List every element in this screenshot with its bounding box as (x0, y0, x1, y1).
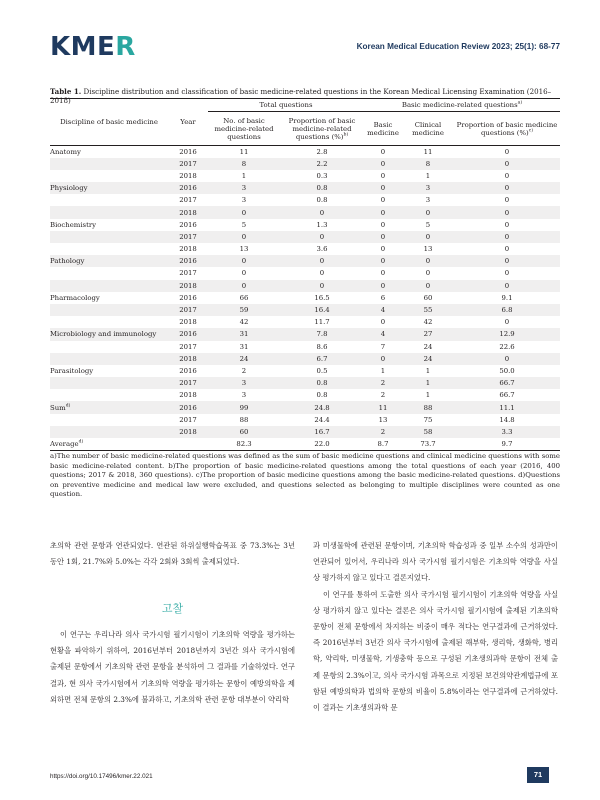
cell-year: 2018 (179, 245, 197, 254)
cell-year: 2018 (168, 280, 208, 292)
header-total-questions: Total questions (208, 99, 364, 112)
cell-year: 2017 (179, 415, 197, 424)
cell-b: 1 (380, 366, 386, 375)
cell-pb: 50.0 (499, 366, 515, 375)
right-paragraph-2: 이 연구를 통하여 도출한 의사 국가시험 필기시험이 기초의학 역량을 사실상 평가하지 않고 있다는 결론은 의사 국가시험 필기시험에 출제된 기초의학 문항이 전체 문항에서 차지하는 비중이 매우 적다는 연구결과에 근거하였다. 즉 2016년부터 3년간 의사 국가시험에 출제된 해부학, 생리학, 생화학, 병리학, 약리학, 미생물학, 기생충학 등으로 구성된 기초생의과학 문항이 전체 출제 문항의 2.3%이고, 의사 국가시험 과목으로 지정된 보건의약관계법규에 포함된 예방의학과 법의학 문항의 비율이 5.8%이라는 연구결과에 근거하였다. 이 결과는 기초생의과학 문 (313, 589, 558, 713)
cell-pb: 0 (454, 182, 560, 194)
cell-pb: 0 (454, 158, 560, 170)
header-basic-group (364, 99, 560, 112)
right-paragraph-1: 과 미생물학에 관련된 문항이며, 기초의학 학습성과 중 일부 소수의 성과만이 연관되어 있어서, 우리나라 의사 국가시험 필기시험은 기초의학 역량을 사실상 평가하지 않고 있다고 결론지었다. (313, 541, 558, 583)
body-column-right (313, 538, 558, 716)
cell-b: 11 (364, 401, 402, 413)
cell-discipline-text: Sum (50, 403, 66, 412)
table-body (50, 146, 560, 451)
cell-b: 0 (364, 280, 402, 292)
page-number: 71 (527, 767, 549, 783)
cell-b: 7 (380, 342, 386, 351)
table-row (50, 146, 560, 158)
cell-b: 0 (380, 220, 386, 229)
cell-p: 2.2 (280, 158, 364, 170)
cell-c: 1 (402, 377, 454, 389)
cell-p: 0 (319, 269, 325, 278)
header-prop-total-text: Proportion of basic medicine-related questions (%) (288, 116, 356, 141)
table-row (50, 194, 560, 206)
cell-year: 2016 (179, 366, 197, 375)
cell-year: 2017 (168, 377, 208, 389)
cell-n: 1 (241, 171, 247, 180)
cell-discipline-text: Average (50, 439, 79, 448)
cell-discipline (50, 292, 168, 304)
cell-pb: 66.7 (454, 377, 560, 389)
table-row (50, 426, 560, 438)
cell-pb: 0 (504, 171, 510, 180)
cell-b: 0 (380, 196, 386, 205)
cell-n: 0 (241, 269, 247, 278)
cell-year: 2017 (168, 231, 208, 243)
cell-c: 55 (402, 304, 454, 316)
cell-c: 3 (425, 196, 431, 205)
cell-b: 0 (380, 171, 386, 180)
cell-year: 2016 (179, 293, 197, 302)
cell-pb: 0 (504, 318, 510, 327)
cell-c: 27 (402, 328, 454, 340)
table-row (50, 328, 560, 340)
cell-b: 0 (364, 206, 402, 218)
cell-pb: 12.9 (454, 328, 560, 340)
header-prop-basic-sup: c) (528, 128, 533, 134)
cell-year: 2018 (168, 206, 208, 218)
left-paragraph-2: 이 연구는 우리나라 의사 국가시험 필기시험이 기초의학 역량을 평가하는 현황을 파악하기 위하여, 2016년부터 2018년까지 3년간 의사 국가시험에 출제된 문항에서 기초의학 관련 문항을 분석하여 그 결과를 기술하였다. 연구결과, 현 의사 국가시험에서 기초의학 역량을 평가하는 문항이 예방의학을 제외하면 전체 문항의 2.3%에 불과하고, 기초의학 관련 문항 대부분이 약리학 (50, 630, 295, 704)
left-paragraph-1: 초의학 관련 문항과 연관되었다. 연관된 하위실행학습목표 중 73.3%는 3년 동안 1회, 21.7%와 5.0%는 각각 2회와 3회씩 출제되었다. (50, 541, 295, 567)
cell-discipline-sup: d) (65, 403, 71, 409)
cell-pb: 0 (454, 231, 560, 243)
cell-n: 60 (208, 426, 280, 438)
header-year: Year (168, 99, 208, 146)
cell-discipline (50, 389, 168, 401)
body-column-left (50, 538, 295, 570)
cell-year: 2016 (168, 328, 208, 340)
table-row (50, 182, 560, 194)
cell-discipline (50, 158, 168, 170)
table-row (50, 206, 560, 218)
cell-c: 60 (423, 293, 433, 302)
table-row (50, 170, 560, 182)
cell-p: 0.3 (316, 171, 328, 180)
table-row (50, 304, 560, 316)
cell-c: 42 (423, 318, 433, 327)
cell-pb: 9.7 (454, 438, 560, 450)
table-row (50, 414, 560, 426)
cell-p: 11.7 (314, 318, 330, 327)
cell-discipline (50, 243, 168, 255)
cell-b: 0 (364, 158, 402, 170)
body-column-left-lower (50, 627, 295, 708)
table-row (50, 219, 560, 231)
cell-p: 0 (280, 206, 364, 218)
cell-discipline (50, 146, 168, 158)
cell-year: 2018 (179, 171, 197, 180)
cell-pb: 0 (454, 206, 560, 218)
cell-b: 2 (364, 426, 402, 438)
cell-year: 2017 (179, 196, 197, 205)
table-row (50, 243, 560, 255)
table-row (50, 353, 560, 365)
table-row (50, 292, 560, 304)
cell-b: 0 (380, 245, 386, 254)
cell-pb: 66.7 (499, 391, 515, 400)
cell-discipline-sup: d) (78, 439, 84, 445)
cell-n: 0 (208, 206, 280, 218)
cell-year: 2016 (179, 220, 197, 229)
header-prop-total-sup: b) (343, 132, 349, 138)
cell-year: 2018 (179, 391, 197, 400)
cell-discipline (50, 170, 168, 182)
cell-c: 88 (402, 401, 454, 413)
cell-p: 6.7 (280, 353, 364, 365)
cell-p: 16.7 (280, 426, 364, 438)
header-clinical-medicine: Clinical medicine (412, 120, 444, 137)
cell-n: 0 (208, 231, 280, 243)
table-container (50, 98, 560, 451)
table-row (50, 158, 560, 170)
cell-pb: 14.8 (499, 415, 515, 424)
cell-pb: 0 (454, 255, 560, 267)
cell-discipline (50, 231, 168, 243)
cell-discipline (50, 316, 168, 328)
header-basic-medicine: Basic medicine (367, 120, 399, 137)
cell-discipline (50, 438, 168, 450)
cell-discipline (50, 194, 168, 206)
cell-c: 58 (402, 426, 454, 438)
cell-p: 16.4 (280, 304, 364, 316)
cell-year: 2016 (168, 401, 208, 413)
cell-b: 0 (364, 353, 402, 365)
page-header (50, 30, 560, 60)
cell-b: 4 (364, 328, 402, 340)
cell-year: 2016 (168, 255, 208, 267)
cell-p: 7.8 (280, 328, 364, 340)
header-prop-basic-text: Proportion of basic medicine questions (%) (456, 120, 558, 137)
cell-pb: 11.1 (454, 401, 560, 413)
cell-b: 0 (380, 147, 386, 156)
cell-discipline (50, 328, 168, 340)
logo-main: KME (50, 32, 116, 62)
cell-discipline (50, 353, 168, 365)
cell-n: 31 (208, 328, 280, 340)
cell-year: 2018 (179, 318, 197, 327)
cell-c: 11 (423, 147, 433, 156)
cell-p: 24.4 (314, 415, 330, 424)
cell-c: 0 (425, 269, 431, 278)
cell-n: 59 (208, 304, 280, 316)
cell-p: 0 (280, 280, 364, 292)
cell-n: 3 (208, 182, 280, 194)
cell-c: 13 (423, 245, 433, 254)
table-row (50, 341, 560, 353)
cell-p: 0.8 (280, 377, 364, 389)
cell-n: 5 (241, 220, 247, 229)
cell-discipline (50, 377, 168, 389)
journal-citation: Korean Medical Education Review 2023; 25(1): 68-77 (356, 42, 560, 51)
header-prop-total (280, 112, 364, 146)
cell-b: 4 (364, 304, 402, 316)
cell-c: 1 (425, 366, 431, 375)
cell-discipline (50, 206, 168, 218)
cell-discipline-text: Physiology (50, 184, 88, 193)
header-discipline: Discipline of basic medicine (50, 99, 168, 146)
cell-c: 75 (423, 415, 433, 424)
cell-p: 0.5 (316, 366, 328, 375)
cell-discipline-text: Microbiology and immunology (50, 330, 157, 339)
cell-b: 2 (364, 377, 402, 389)
cell-year: 2017 (179, 342, 197, 351)
cell-b: 0 (364, 255, 402, 267)
cell-discipline-text: Parasitology (50, 366, 94, 375)
table-row (50, 389, 560, 401)
cell-pb: 0 (504, 147, 510, 156)
cell-b: 0 (364, 182, 402, 194)
cell-year: 2017 (168, 158, 208, 170)
cell-p: 0 (280, 231, 364, 243)
cell-discipline-text: Pharmacology (50, 293, 100, 302)
cell-discipline (50, 401, 168, 413)
cell-pb: 0 (454, 280, 560, 292)
cell-c: 24 (423, 342, 433, 351)
cell-discipline (50, 426, 168, 438)
cell-n: 2 (241, 366, 247, 375)
cell-p: 8.6 (316, 342, 328, 351)
cell-discipline (50, 341, 168, 353)
cell-p: 0.8 (316, 391, 328, 400)
table-row (50, 255, 560, 267)
cell-n: 0 (208, 280, 280, 292)
table-row (50, 267, 560, 279)
cell-p: 2.8 (316, 147, 328, 156)
cell-c: 24 (402, 353, 454, 365)
cell-discipline (50, 182, 168, 194)
cell-p: 0.8 (280, 182, 364, 194)
cell-discipline (50, 414, 168, 426)
cell-discipline (50, 267, 168, 279)
header-no-questions: No. of basic medicine-related questions (214, 116, 274, 141)
cell-n: 11 (239, 147, 249, 156)
table-row (50, 401, 560, 413)
table-row (50, 231, 560, 243)
cell-c: 1 (425, 391, 431, 400)
discipline-table (50, 98, 560, 451)
cell-discipline (50, 255, 168, 267)
cell-discipline (50, 219, 168, 231)
cell-discipline-text: Anatomy (50, 147, 81, 156)
cell-n: 42 (239, 318, 249, 327)
cell-year: 2017 (168, 304, 208, 316)
cell-pb: 0 (504, 220, 510, 229)
cell-n: 66 (239, 293, 249, 302)
cell-pb: 22.6 (499, 342, 515, 351)
cell-c: 3 (402, 182, 454, 194)
table-row (50, 365, 560, 377)
cell-year: 2016 (179, 147, 197, 156)
cell-c: 1 (425, 171, 431, 180)
cell-discipline-text: Pathology (50, 257, 85, 266)
cell-p: 22.0 (280, 438, 364, 450)
cell-b: 0 (364, 231, 402, 243)
logo-accent: R (115, 32, 136, 62)
table-label: Table 1. (50, 87, 82, 96)
section-heading: 고찰 (161, 602, 184, 615)
cell-b: 0 (380, 318, 386, 327)
header-basic-group-sup: a) (517, 100, 523, 106)
cell-n: 3 (241, 391, 247, 400)
cell-year: 2017 (179, 269, 197, 278)
cell-b: 2 (380, 391, 386, 400)
cell-b: 8.7 (364, 438, 402, 450)
cell-pb: 0 (454, 353, 560, 365)
table-row (50, 280, 560, 292)
cell-discipline-text: Biochemistry (50, 220, 97, 229)
cell-n: 8 (208, 158, 280, 170)
cell-b: 6 (380, 293, 386, 302)
cell-year: 2016 (168, 182, 208, 194)
cell-pb: 3.3 (454, 426, 560, 438)
cell-c: 5 (425, 220, 431, 229)
cell-c: 0 (402, 255, 454, 267)
cell-p: 3.6 (316, 245, 328, 254)
cell-n: 24 (208, 353, 280, 365)
cell-year: 2018 (168, 353, 208, 365)
cell-c: 0 (402, 231, 454, 243)
cell-n: 82.3 (208, 438, 280, 450)
cell-pb: 0 (504, 245, 510, 254)
cell-p: 0.8 (316, 196, 328, 205)
cell-year (168, 438, 208, 450)
cell-c: 73.7 (402, 438, 454, 450)
table-caption-text: Discipline distribution and classification of basic medicine-related questions in the Korean Medical Licensing Examination (2016–2018) (50, 87, 552, 105)
cell-pb: 0 (504, 269, 510, 278)
cell-c: 0 (402, 280, 454, 292)
cell-n: 3 (208, 377, 280, 389)
cell-pb: 0 (504, 196, 510, 205)
cell-n: 31 (239, 342, 249, 351)
cell-pb: 9.1 (501, 293, 513, 302)
header-basic-group-text: Basic medicine-related questions (401, 101, 518, 109)
cell-discipline (50, 304, 168, 316)
cell-n: 3 (241, 196, 247, 205)
cell-n: 13 (239, 245, 249, 254)
cell-p: 16.5 (314, 293, 330, 302)
cell-discipline (50, 365, 168, 377)
cell-discipline (50, 280, 168, 292)
journal-logo (50, 32, 136, 62)
cell-n: 0 (208, 255, 280, 267)
cell-p: 0 (280, 255, 364, 267)
table-row (50, 377, 560, 389)
cell-n: 88 (239, 415, 249, 424)
cell-p: 24.8 (280, 401, 364, 413)
cell-p: 1.3 (316, 220, 328, 229)
cell-c: 8 (402, 158, 454, 170)
table-row (50, 438, 560, 450)
doi-link[interactable]: https://doi.org/10.17496/kmer.22.021 (50, 773, 153, 780)
cell-b: 0 (380, 269, 386, 278)
header-prop-basic (454, 112, 560, 146)
cell-n: 99 (208, 401, 280, 413)
cell-pb: 6.8 (454, 304, 560, 316)
table-footnote: a)The number of basic medicine-related questions was defined as the sum of basic medicine questions and clinical medicine questions with some basic medicine-related content. b)The proportion of basic medicine-related questions among the total questions of each year (2016, 400 questions; 2017 & 2018, 360 questions). c)The proportion of basic medicine questions among the basic medicine-related questions. d)Questions on preventive medicine and medical law were excluded, and questions selected as belonging to multiple disciplines were counted as one question. (50, 452, 560, 499)
cell-c: 0 (402, 206, 454, 218)
table-row (50, 316, 560, 328)
cell-b: 13 (378, 415, 388, 424)
cell-year: 2018 (168, 426, 208, 438)
